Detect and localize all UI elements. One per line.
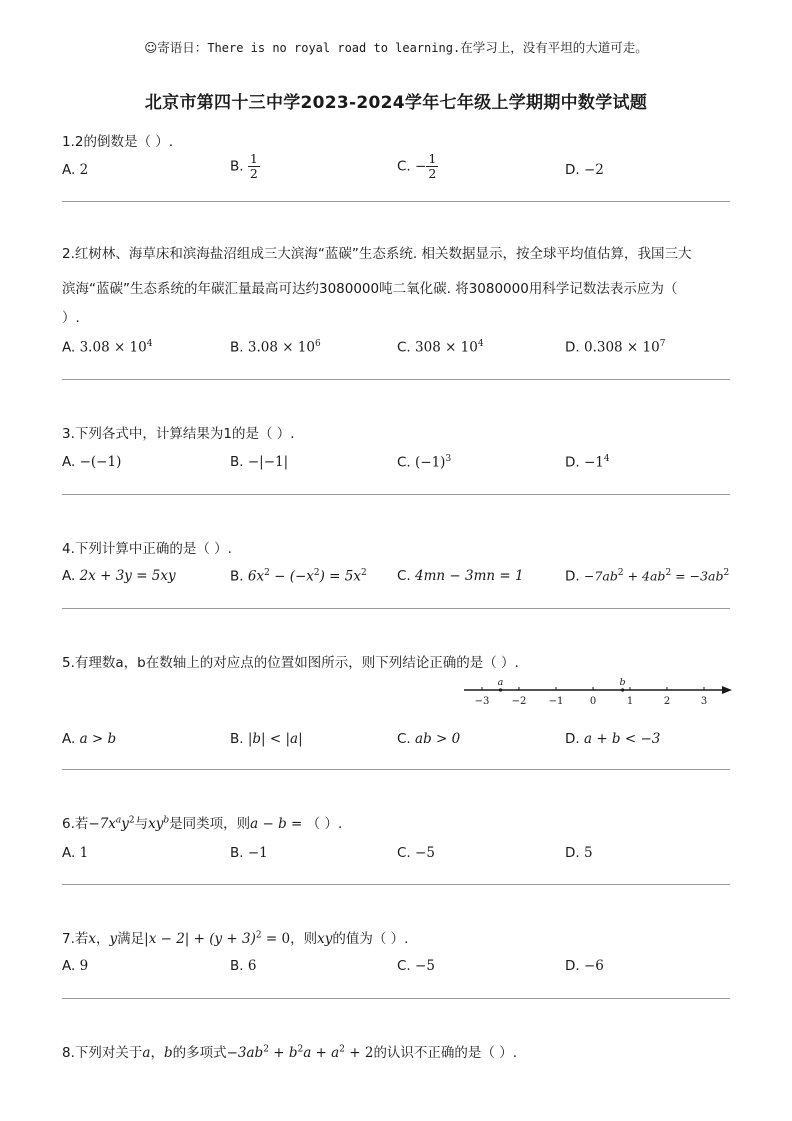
motto-chinese: 在学习上，没有平坦的大道可走。 <box>460 40 648 55</box>
q3-option-a[interactable]: A. −(−1) <box>62 454 122 470</box>
q6-option-b[interactable]: B. −1 <box>230 845 268 861</box>
divider <box>62 769 730 770</box>
question-4-stem: 4.下列计算中正确的是（ ）. <box>62 541 232 557</box>
number-line-tick-label: −3 <box>474 696 490 707</box>
motto-prefix: ☺寄语日： <box>144 40 208 55</box>
q4-option-b[interactable]: B. $6x^2 - (-x^2) = 5x^2$ <box>230 568 367 585</box>
q1-option-c[interactable]: C. − $\frac{1}{2}$ <box>397 151 437 181</box>
question-3-stem: 3.下列各式中，计算结果为1的是（ ）. <box>62 426 295 442</box>
divider <box>62 998 730 999</box>
motto <box>0 38 792 56</box>
number-line-tick-label: 3 <box>700 696 708 707</box>
divider <box>62 608 730 609</box>
q1-option-a[interactable]: A. 2 <box>62 162 89 178</box>
number-line-point-a <box>499 688 502 691</box>
q2-option-b[interactable]: B. $3.08 \times 10^6$ <box>230 339 321 356</box>
q2-option-d[interactable]: D. $0.308 \times 10^7$ <box>565 339 666 356</box>
q6-option-c[interactable]: C. −5 <box>397 845 435 861</box>
q7-option-a[interactable]: A. 9 <box>62 958 89 974</box>
q5-option-b[interactable]: B. |b| < |a| <box>230 731 303 747</box>
number-line-tick-label: 0 <box>589 696 597 707</box>
motto-english: There is no royal road to learning. <box>207 41 461 55</box>
arrow-right-icon <box>722 686 732 694</box>
q5-option-a[interactable]: A. a > b <box>62 731 117 747</box>
number-line-tick-label: −2 <box>511 696 527 707</box>
q6-option-d[interactable]: D. 5 <box>565 845 593 861</box>
number-line-point-b <box>621 688 624 691</box>
q1-option-b[interactable]: B. $\frac{1}{2}$ <box>230 151 258 181</box>
fraction: $\frac{1}{2}$ <box>249 151 258 181</box>
q7-option-b[interactable]: B. 6 <box>230 958 257 974</box>
question-8-stem: 8.下列对关于a，b的多项式$-3ab^2 + b^2a + a^2 + 2$的认识不正确的是（ ）. <box>62 1044 518 1061</box>
page-title: 北京市第四十三中学2023-2024学年七年级上学期期中数学试题 <box>144 93 648 113</box>
q7-option-c[interactable]: C. −5 <box>397 958 435 974</box>
q3-option-b[interactable]: B. −|−1| <box>230 454 289 470</box>
q6-option-a[interactable]: A. 1 <box>62 845 89 861</box>
number-line-figure <box>462 674 734 710</box>
divider <box>62 201 730 202</box>
number-line-point-label-a: a <box>497 677 504 688</box>
question-7-stem: 7.若x，y满足$|x - 2| + (y + 3)^2 = 0$，则xy的值为（ ）. <box>62 930 409 947</box>
fraction: $\frac{1}{2}$ <box>428 151 437 181</box>
number-line-tick-label: −1 <box>548 696 564 707</box>
q5-option-d[interactable]: D. a + b < −3 <box>565 731 661 747</box>
q1-option-d[interactable]: D. −2 <box>565 162 604 178</box>
q2-option-c[interactable]: C. $308 \times 10^4$ <box>397 339 484 356</box>
q5-option-c[interactable]: C. ab > 0 <box>397 731 461 747</box>
q2-option-a[interactable]: A. $3.08 \times 10^4$ <box>62 339 153 356</box>
divider <box>62 379 730 380</box>
q4-option-a[interactable]: A. 2x + 3y = 5xy <box>62 568 176 584</box>
number-line-point-label-b: b <box>619 677 626 688</box>
q4-option-c[interactable]: C. 4mn − 3mn = 1 <box>397 568 524 584</box>
question-5-stem: 5.有理数a，b在数轴上的对应点的位置如图所示，则下列结论正确的是（ ）. <box>62 655 519 671</box>
question-2-stem-line2: 滨海“蓝碳”生态系统的年碳汇量最高可达约3080000吨二氧化碳. 将3080000用科学记数法表示应为（ <box>62 281 678 297</box>
divider <box>62 494 730 495</box>
question-6-stem: 6.若$-7x^ay^2$与$xy^b$是同类项，则a − b = （ ）. <box>62 815 343 832</box>
number-line-tick-label: 1 <box>626 696 634 707</box>
q4-option-d[interactable]: D. $-7ab^2 + 4ab^2 = -3ab^2$ <box>565 568 730 585</box>
divider <box>62 884 730 885</box>
question-2-stem-line1: 2.红树林、海草床和滨海盐沼组成三大滨海“蓝碳”生态系统. 相关数据显示，按全球平均值估算，我国三大 <box>62 246 692 262</box>
question-2-stem-line3: ）. <box>62 310 80 326</box>
q3-option-d[interactable]: D. $-1^4$ <box>565 454 610 471</box>
q7-option-d[interactable]: D. −6 <box>565 958 604 974</box>
question-1-stem: 1.2的倒数是（ ）. <box>62 134 174 150</box>
q3-option-c[interactable]: C. $(-1)^3$ <box>397 454 452 471</box>
number-line-tick-label: 2 <box>663 696 671 707</box>
